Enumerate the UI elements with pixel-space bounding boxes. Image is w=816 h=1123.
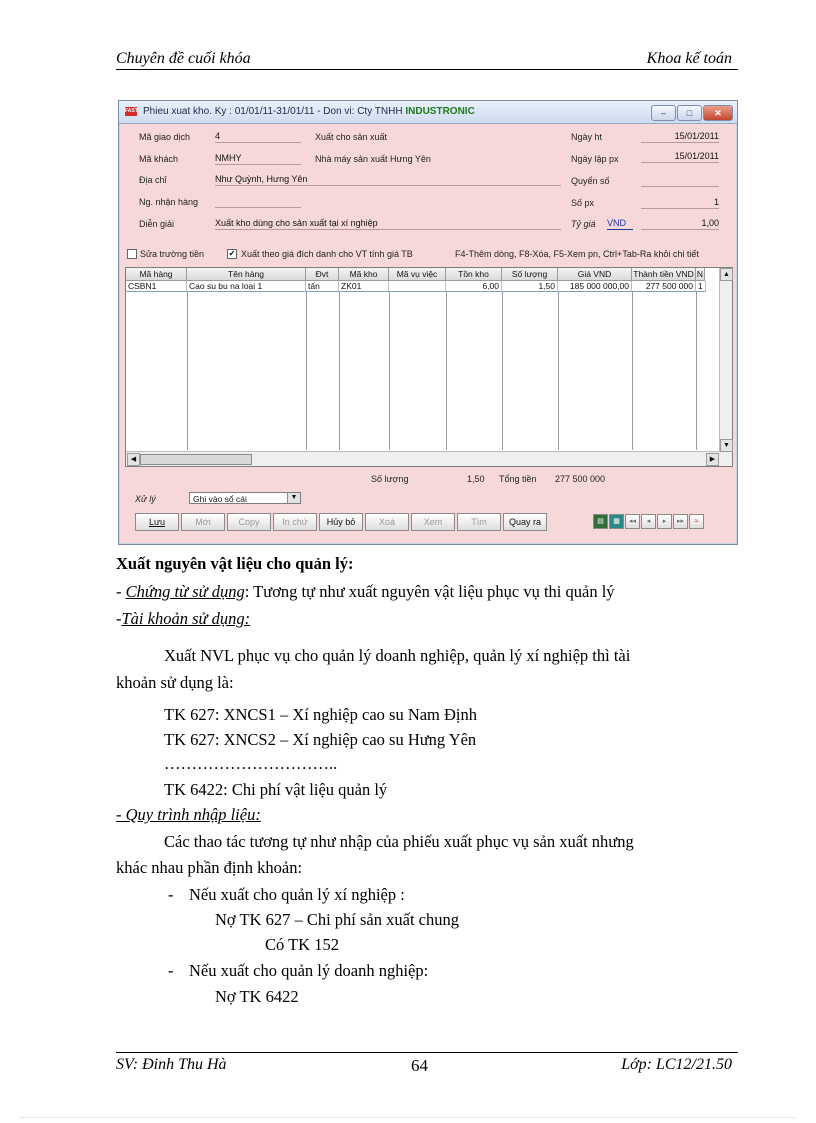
xu-ly-value: Ghi vào sổ cái <box>193 494 247 504</box>
grid-column-divider <box>502 292 503 450</box>
cell-ma-kho[interactable]: ZK01 <box>339 281 389 292</box>
sua-truong-tien-checkbox[interactable] <box>127 249 137 259</box>
bullet-2-text: Nếu xuất cho quản lý doanh nghiệp: <box>189 961 429 980</box>
nav-last-icon[interactable]: ▸▸ <box>673 514 688 529</box>
calculator-icon[interactable]: ▦ <box>609 514 624 529</box>
cell-ten-hang[interactable]: Cao su bu na loại 1 <box>187 281 306 292</box>
minimize-button[interactable]: – <box>651 105 676 121</box>
window-title-company: INDUSTRONIC <box>405 106 475 117</box>
entry-no-627: Nợ TK 627 – Chi phí sản xuất chung <box>215 910 459 929</box>
column-header-ma-vu-viec[interactable]: Mã vụ việc <box>389 268 446 281</box>
ngay-ht-field[interactable]: 15/01/2011 <box>641 131 719 143</box>
quyen-so-field[interactable] <box>641 175 719 187</box>
cell-ma-hang[interactable]: CSBN1 <box>126 281 187 292</box>
ma-giao-dich-label: Mã giao dịch <box>139 132 191 142</box>
grid-column-divider <box>306 292 307 450</box>
footer-class: Lớp: LC12/21.50 <box>621 1056 732 1073</box>
page-number: 64 <box>411 1056 428 1075</box>
ngay-lap-label: Ngày lập px <box>571 154 619 164</box>
quy-trinh-heading: - Quy trình nhập liệu: <box>116 805 261 824</box>
total-amount-value: 277 500 000 <box>555 474 606 484</box>
grid-column-divider <box>339 292 340 450</box>
total-amount-label: Tổng tiền <box>499 474 537 484</box>
flag-icon[interactable]: ≈ <box>689 514 704 529</box>
grid-column-divider <box>389 292 390 450</box>
quyen-so-label: Quyển số <box>571 176 610 186</box>
ty-gia-currency[interactable]: VND <box>607 218 633 230</box>
cell-dvt[interactable]: tấn <box>306 281 339 292</box>
header-right-title: Khoa kế toán <box>646 50 732 67</box>
scroll-left-icon[interactable]: ◀ <box>127 453 140 466</box>
bullet-dash: - <box>168 961 174 980</box>
paragraph-1-line-1: Xuất NVL phục vụ cho quản lý doanh nghiệp, quản lý xí nghiệp thì tài <box>164 646 631 665</box>
paragraph-2-line-2: khác nhau phần định khoản: <box>116 858 303 877</box>
column-header-ten-hang[interactable]: Tên hàng <box>187 268 306 281</box>
cell-so-luong[interactable]: 1,50 <box>502 281 558 292</box>
tai-khoan-line: -Tài khoản sử dụng: <box>116 609 251 628</box>
column-header-ma-kho[interactable]: Mã kho <box>339 268 389 281</box>
header-left-title: Chuyên đề cuối khóa <box>116 50 251 67</box>
exit-button[interactable]: Quay ra <box>503 513 547 531</box>
grid-column-divider <box>632 292 633 450</box>
window-titlebar[interactable] <box>119 101 737 124</box>
column-header-ma-hang[interactable]: Mã hàng <box>126 268 187 281</box>
detail-grid <box>125 267 733 467</box>
total-quantity-value: 1,50 <box>467 474 485 484</box>
grid-horizontal-scrollbar[interactable] <box>126 451 720 466</box>
ma-khach-description: Nhà máy sản xuất Hưng Yên <box>315 154 431 164</box>
grid-column-divider <box>446 292 447 450</box>
phieu-xuat-kho-window <box>118 100 738 545</box>
cell-ma-vu-viec[interactable] <box>389 281 446 292</box>
xu-ly-label: Xử lý <box>135 494 156 504</box>
cell-n[interactable]: 1 <box>696 281 706 292</box>
account-6422: TK 6422: Chi phí vật liệu quản lý <box>164 780 388 799</box>
maximize-button[interactable]: □ <box>677 105 702 121</box>
app-icon: FAST <box>125 108 138 114</box>
nguoi-nhan-label: Ng. nhận hàng <box>139 197 199 207</box>
ma-giao-dich-description: Xuất cho sản xuất <box>315 132 388 142</box>
chung-tu-label: Chứng từ sử dụng <box>125 582 245 601</box>
ma-khach-label: Mã khách <box>139 154 179 164</box>
page-bottom-dotted-line <box>20 1117 796 1118</box>
dia-chi-label: Địa chỉ <box>139 175 167 185</box>
header-divider <box>116 69 738 70</box>
column-header-gia-vnd[interactable]: Giá VND <box>558 268 632 281</box>
grid-column-divider <box>558 292 559 450</box>
ma-giao-dich-field[interactable]: 4 <box>215 131 301 143</box>
column-header-dvt[interactable]: Đvt <box>306 268 339 281</box>
ngay-ht-label: Ngày ht <box>571 132 603 142</box>
print-button[interactable]: In chứ <box>273 513 317 531</box>
chevron-down-icon[interactable]: ▼ <box>287 493 300 503</box>
account-627-xncs2: TK 627: XNCS2 – Xí nghiệp cao su Hưng Yên <box>164 730 477 749</box>
xu-ly-select[interactable] <box>189 492 301 504</box>
cancel-button[interactable]: Hủy bỏ <box>319 513 363 531</box>
so-px-field[interactable]: 1 <box>641 197 719 209</box>
sua-truong-tien-label: Sửa trường tiền <box>140 249 204 259</box>
ellipsis-line: ………………………….. <box>164 754 338 773</box>
total-quantity-label: Số lượng <box>371 474 409 484</box>
scroll-thumb[interactable] <box>140 454 252 465</box>
bullet-1-text: Nếu xuất cho quản lý xí nghiệp : <box>189 885 405 904</box>
nguoi-nhan-field[interactable] <box>215 196 301 208</box>
chung-tu-line: - Chứng từ sử dụng: Tương tự như xuất nguyên vật liệu phục vụ thi quản lý <box>116 582 615 601</box>
save-button[interactable]: Lưu <box>135 513 179 531</box>
new-button[interactable]: Mới <box>181 513 225 531</box>
close-button[interactable]: ✕ <box>703 105 733 121</box>
cell-ton-kho[interactable]: 6,00 <box>446 281 502 292</box>
view-button[interactable]: Xem <box>411 513 455 531</box>
delete-button[interactable]: Xoá <box>365 513 409 531</box>
ngay-lap-field[interactable]: 15/01/2011 <box>641 151 719 163</box>
entry-no-6422: Nợ TK 6422 <box>215 987 299 1006</box>
copy-button[interactable]: Copy <box>227 513 271 531</box>
xuat-theo-gia-label: Xuất theo giá đích danh cho VT tính giá TB <box>241 249 413 259</box>
report-icon[interactable]: ▤ <box>593 514 608 529</box>
section-heading: Xuất nguyên vật liệu cho quản lý: <box>116 554 354 573</box>
dien-giai-field[interactable]: Xuất kho dùng cho sản xuất tại xí nghiệp <box>215 218 561 230</box>
dia-chi-field[interactable]: Như Quỳnh, Hưng Yên <box>215 174 561 186</box>
so-px-label: Số px <box>571 198 595 208</box>
column-header-thanh-tien[interactable]: Thành tiền VND <box>632 268 696 281</box>
grid-vertical-scrollbar[interactable] <box>719 268 732 466</box>
nav-next-icon[interactable]: ▸ <box>657 514 672 529</box>
column-header-ton-kho[interactable]: Tồn kho <box>446 268 502 281</box>
shortcut-hint: F4-Thêm dòng, F8-Xóa, F5-Xem pn, Ctrl+Tab-Ra khỏi chi tiết <box>455 249 699 259</box>
ty-gia-label: Tỷ giá <box>571 219 596 229</box>
window-title: Phieu xuat kho. Ky : 01/01/11-31/01/11 - Don vi: Cty TNHH INDUSTRONIC <box>143 106 475 117</box>
paragraph-2-line-1: Các thao tác tương tự như nhập của phiếu xuất phục vụ sản xuất nhưng <box>164 832 634 851</box>
grid-column-divider <box>187 292 188 450</box>
footer-divider <box>116 1052 738 1053</box>
search-button[interactable]: Tìm <box>457 513 501 531</box>
bullet-dash: - <box>168 885 174 904</box>
ma-khach-field[interactable]: NMHY <box>215 153 301 165</box>
xuat-theo-gia-checkbox[interactable]: ✔ <box>228 249 236 258</box>
ty-gia-field[interactable]: 1,00 <box>641 218 719 230</box>
account-627-xncs1: TK 627: XNCS1 – Xí nghiệp cao su Nam Định <box>164 705 478 724</box>
nav-first-icon[interactable]: ◂◂ <box>625 514 640 529</box>
cell-gia-vnd[interactable]: 185 000 000,00 <box>558 281 632 292</box>
paragraph-1-line-2: khoản sử dụng là: <box>116 673 234 692</box>
scroll-right-icon[interactable]: ▶ <box>706 453 719 466</box>
column-header-so-luong[interactable]: Số lượng <box>502 268 558 281</box>
scroll-down-icon[interactable]: ▼ <box>720 439 733 452</box>
footer-student: SV: Đinh Thu Hà <box>116 1056 227 1073</box>
nav-prev-icon[interactable]: ◂ <box>641 514 656 529</box>
grid-column-divider <box>696 292 697 450</box>
entry-co-152: Có TK 152 <box>265 935 339 954</box>
cell-thanh-tien[interactable]: 277 500 000 <box>632 281 696 292</box>
column-header-n[interactable]: N <box>696 269 704 279</box>
tai-khoan-label: Tài khoản sử dụng: <box>121 609 251 628</box>
dien-giai-label: Diễn giải <box>139 219 175 229</box>
scroll-up-icon[interactable]: ▲ <box>720 268 733 281</box>
